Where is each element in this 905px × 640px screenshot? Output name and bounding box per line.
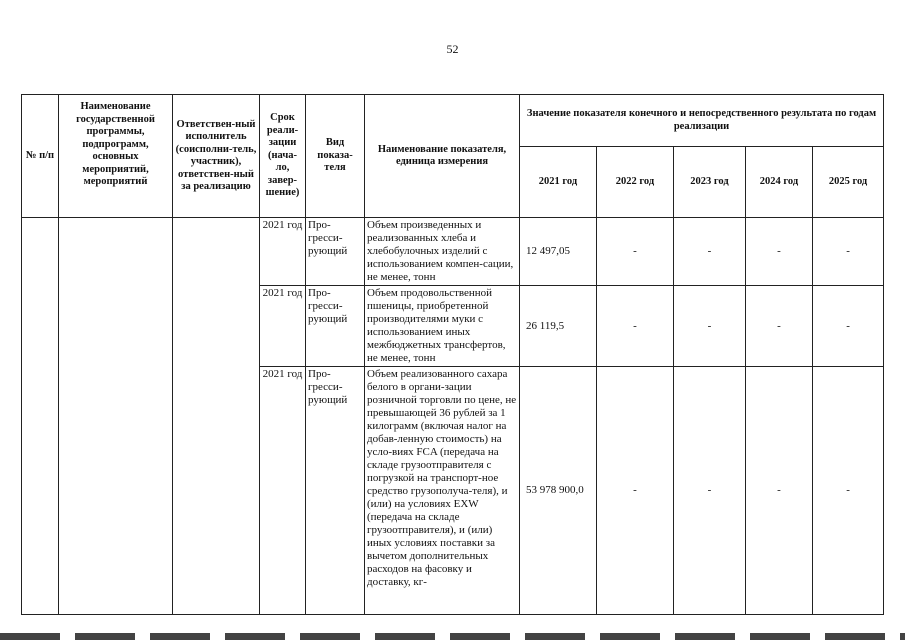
cell-num xyxy=(22,218,59,615)
cell-indicator: Объем реализованного сахара белого в органи-зации розничной торговли по цене, не превышающей 36 рублей за 1 килограмм (включая налог на добав-ленную стоимость) на усло-виях FCA (передача на складе грузоотправителя с погрузкой на транспорт-ное средство грузополуча-теля), и (или) на условиях EXW (передача на складе грузоотправителя), и (или) иных условиях поставки за вычетом дополнительных расходов на фасовку и доставку, кг- xyxy=(365,367,520,615)
header-num: № п/п xyxy=(22,95,59,218)
cell-indicator: Объем произведенных и реализованных хлеба и хлебобулочных изделий с использованием компен-сации, не менее, тонн xyxy=(365,218,520,286)
header-year-2021: 2021 год xyxy=(520,147,597,218)
cell-indicator: Объем продовольственной пшеницы, приобретенной производителями муки с использованием иных межбюджетных трансфертов, не менее, тонн xyxy=(365,286,520,367)
header-year-2024: 2024 год xyxy=(746,147,813,218)
cell-term: 2021 год xyxy=(260,286,306,367)
cell-value-2023: - xyxy=(674,218,746,286)
header-year-2025: 2025 год xyxy=(813,147,884,218)
indicators-table xyxy=(21,94,884,615)
page-bottom-edge xyxy=(0,633,905,640)
cell-kind: Про-гресси-рующий xyxy=(306,367,365,615)
cell-value-2022: - xyxy=(597,367,674,615)
cell-kind: Про-гресси-рующий xyxy=(306,286,365,367)
cell-value-2024: - xyxy=(746,218,813,286)
cell-value-2021: 26 119,5 xyxy=(520,286,597,367)
header-kind: Вид показа-теля xyxy=(306,95,365,218)
cell-term: 2021 год xyxy=(260,218,306,286)
header-term: Срок реали-зации (нача-ло, завер-шение) xyxy=(260,95,306,218)
cell-kind: Про-гресси-рующий xyxy=(306,218,365,286)
cell-value-2024: - xyxy=(746,286,813,367)
cell-term: 2021 год xyxy=(260,367,306,615)
cell-executor xyxy=(173,218,260,615)
header-executor: Ответствен-ный исполнитель (соисполни-тель, участник), ответствен-ный за реализацию xyxy=(173,95,260,218)
cell-value-2023: - xyxy=(674,367,746,615)
cell-value-2022: - xyxy=(597,218,674,286)
cell-value-2025: - xyxy=(813,218,884,286)
header-year-2022: 2022 год xyxy=(597,147,674,218)
header-program: Наименование государственной программы, подпрограмм, основных мероприятий, мероприятий xyxy=(59,95,173,218)
header-indicator: Наименование показателя, единица измерения xyxy=(365,95,520,218)
cell-value-2021: 53 978 900,0 xyxy=(520,367,597,615)
cell-value-2025: - xyxy=(813,286,884,367)
cell-value-2024: - xyxy=(746,367,813,615)
header-year-2023: 2023 год xyxy=(674,147,746,218)
cell-value-2025: - xyxy=(813,367,884,615)
table-row xyxy=(22,218,884,286)
cell-value-2022: - xyxy=(597,286,674,367)
cell-value-2021: 12 497,05 xyxy=(520,218,597,286)
header-values-group: Значение показателя конечного и непосредственного результата по годам реализации xyxy=(520,95,884,147)
cell-value-2023: - xyxy=(674,286,746,367)
cell-program xyxy=(59,218,173,615)
page-number: 52 xyxy=(446,42,459,56)
